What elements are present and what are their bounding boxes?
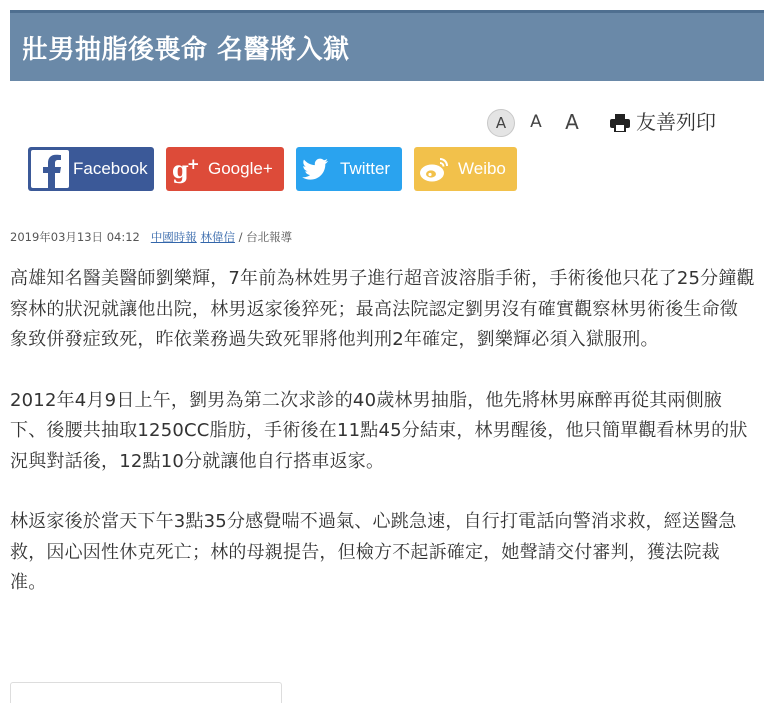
print-label: 友善列印 (636, 110, 716, 134)
weibo-icon (414, 147, 454, 191)
article-body (10, 264, 755, 629)
print-button[interactable] (610, 108, 716, 136)
google-plus-share-button[interactable] (166, 147, 284, 191)
font-size-small-button[interactable]: A (487, 109, 515, 137)
google-plus-label: Google+ (208, 159, 273, 178)
facebook-icon (28, 147, 72, 191)
facebook-share-button[interactable] (28, 147, 154, 191)
publish-datetime: 2019年03月13日 04:12 (10, 230, 140, 244)
printer-icon (610, 114, 630, 132)
twitter-label: Twitter (340, 159, 391, 178)
weibo-label: Weibo (458, 159, 506, 178)
font-size-toolbar (0, 108, 768, 136)
source-link[interactable]: 中國時報 (150, 230, 197, 244)
svg-text:+: + (187, 155, 200, 173)
font-size-large-button[interactable]: A (565, 110, 579, 134)
facebook-label: Facebook (73, 159, 148, 178)
bottom-panel (10, 682, 282, 703)
article-paragraph: 林返家後於當天下午3點35分感覺喘不過氣、心跳急速，自行打電話向警消求救，經送醫急救，因心因性休克死亡；林的母親提告，但檢方不起訴確定，她聲請交付審判，獲法院裁准。 (10, 511, 737, 593)
article-paragraph: 高雄知名醫美醫師劉樂輝，7年前為林姓男子進行超音波溶脂手術，手術後他只花了25分鐘觀察林的狀況就讓他出院，林男返家後猝死；最高法院認定劉男沒有確實觀察林男術後生命徵象致併發症致死，昨依業務過失致死罪將他判刑2年確定，劉樂輝必須入獄服刑。 (10, 268, 755, 350)
twitter-bird-icon (296, 147, 336, 191)
twitter-share-button[interactable] (296, 147, 402, 191)
page-title: 壯男抽脂後喪命 名醫將入獄 (22, 35, 350, 65)
svg-text:g: g (172, 155, 189, 184)
report-location: / 台北報導 (234, 230, 293, 244)
article-meta (10, 229, 292, 245)
google-plus-icon (166, 147, 206, 191)
article-paragraph: 2012年4月9日上午，劉男為第二次求診的40歲林男抽脂，他先將林男麻醉再從其兩側腋下、後腰共抽取1250CC脂肪，手術後在11點45分結束，林男醒後，他只簡單觀看林男的狀況與對話後，12點10分就讓他自行搭車返家。 (10, 389, 748, 472)
title-bar (10, 10, 764, 81)
font-size-medium-button[interactable]: A (530, 112, 542, 132)
author-link[interactable]: 林偉信 (200, 230, 235, 244)
weibo-share-button[interactable] (414, 147, 517, 191)
